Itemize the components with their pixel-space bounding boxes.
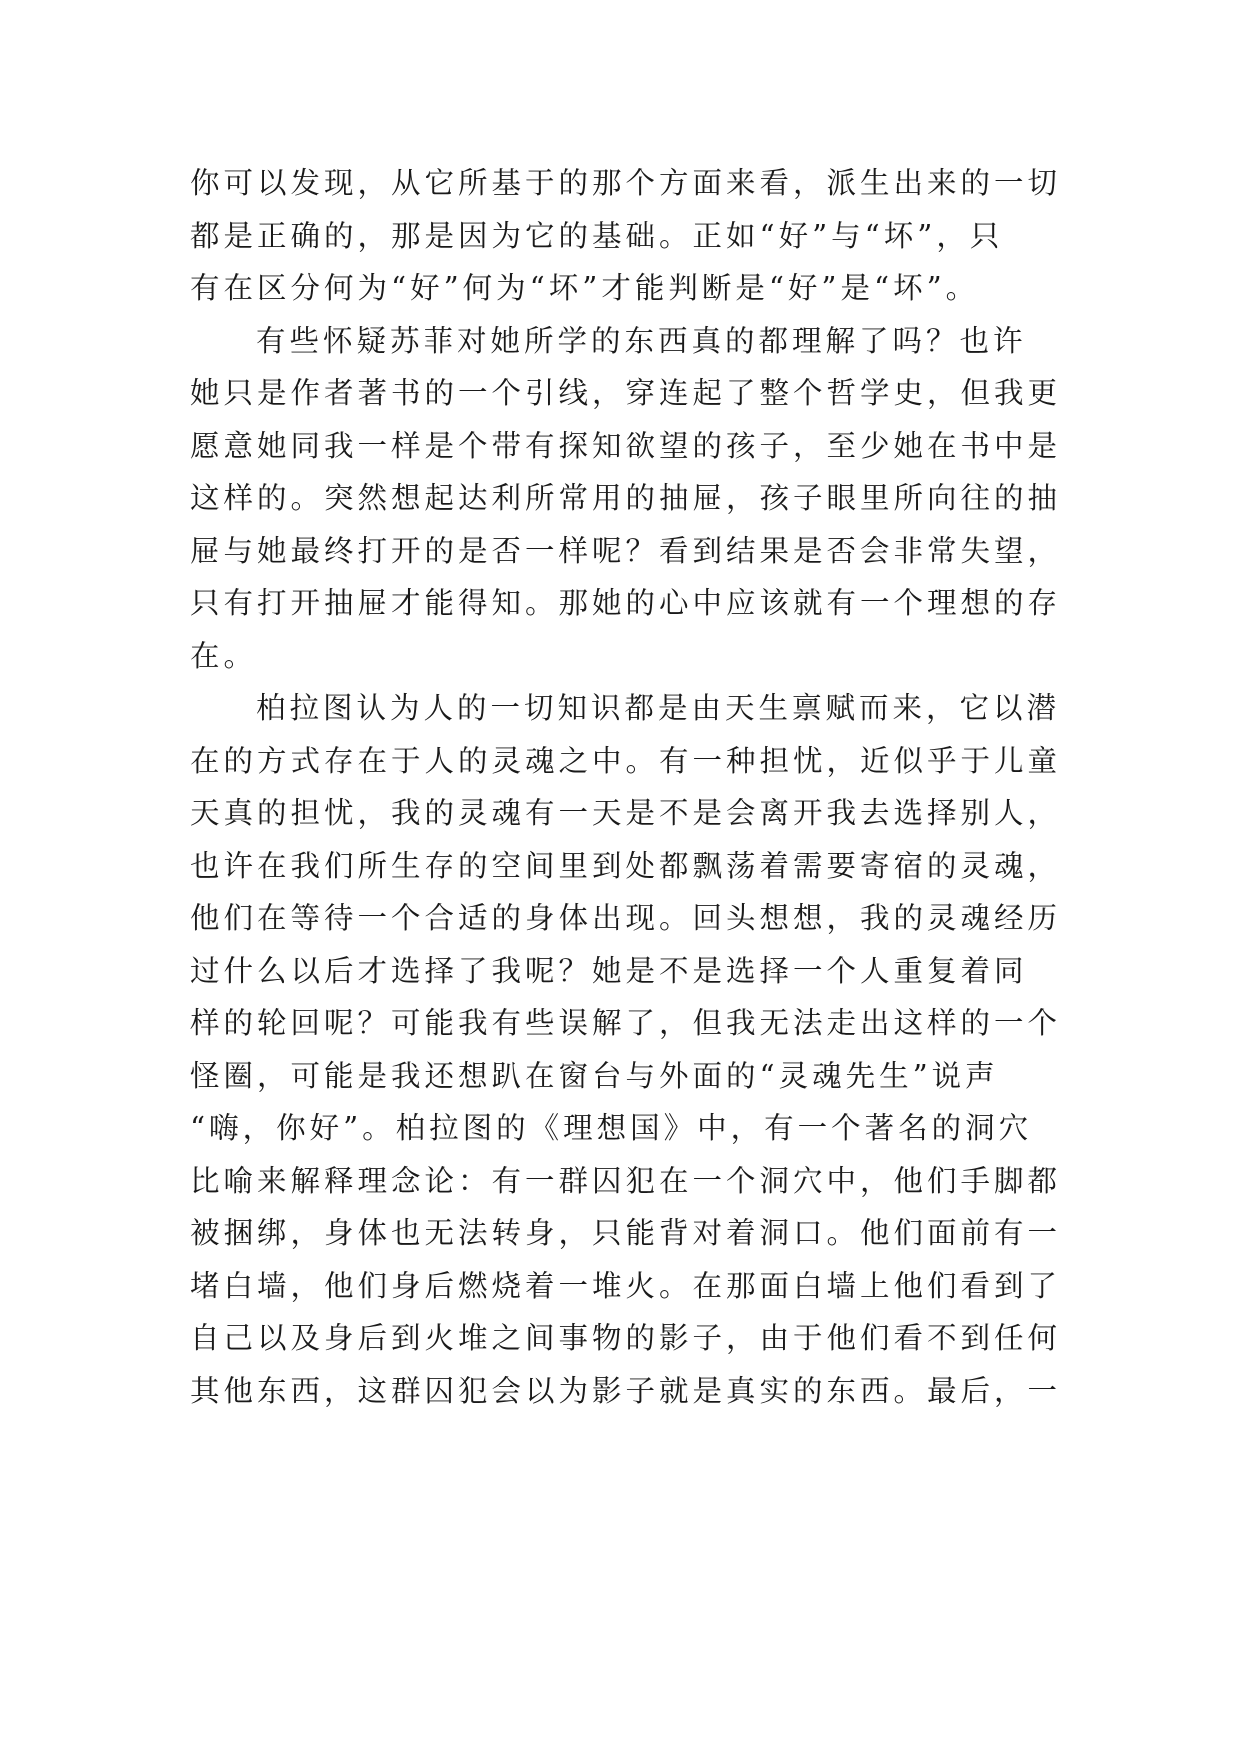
text-line: 愿意她同我一样是个带有探知欲望的孩子，至少她在书中是 (190, 428, 1062, 463)
text-line: 在。 (190, 638, 258, 673)
paragraph (190, 315, 1060, 683)
text-line: 天真的担忧，我的灵魂有一天是不是会离开我去选择别人， (190, 796, 1062, 830)
text-line: 其他东西，这群囚犯会以为影子就是真实的东西。最后，一 (190, 1373, 1062, 1408)
text-line: 屉与她最终打开的是否一样呢？看到结果是否会非常失望， (190, 533, 1062, 568)
paragraph (190, 682, 1060, 1417)
text-line: 你可以发现，从它所基于的那个方面来看，派生出来的一切 (190, 166, 1062, 200)
text-line: 都是正确的，那是因为它的基础。正如“好”与“坏”，只 (190, 218, 1004, 253)
paragraph (190, 157, 1060, 315)
text-line: 过什么以后才选择了我呢？她是不是选择一个人重复着同 (190, 953, 1028, 988)
text-line: 怪圈，可能是我还想趴在窗台与外面的“灵魂先生”说声 (190, 1058, 999, 1093)
text-line: 柏拉图认为人的一切知识都是由天生禀赋而来，它以潜 (256, 691, 1061, 725)
document-body (190, 157, 1060, 1417)
text-line: 也许在我们所生存的空间里到处都飘荡着需要寄宿的灵魂， (190, 848, 1062, 883)
text-line: 这样的。突然想起达利所常用的抽屉，孩子眼里所向往的抽 (190, 481, 1062, 515)
text-line: 堵白墙，他们身后燃烧着一堆火。在那面白墙上他们看到了 (190, 1268, 1062, 1303)
text-line: 样的轮回呢？可能我有些误解了，但我无法走出这样的一个 (190, 1006, 1062, 1040)
text-line: 有在区分何为“好”何为“坏”才能判断是“好”是“坏”。 (190, 271, 980, 305)
text-line: 只有打开抽屉才能得知。那她的心中应该就有一个理想的存 (190, 586, 1062, 620)
text-line: 他们在等待一个合适的身体出现。回头想想，我的灵魂经历 (190, 901, 1062, 935)
text-line: 比喻来解释理念论：有一群囚犯在一个洞穴中，他们手脚都 (190, 1163, 1062, 1198)
text-line: “嗨，你好”。柏拉图的《理想国》中，有一个著名的洞穴 (190, 1111, 1033, 1145)
text-line: 她只是作者著书的一个引线，穿连起了整个哲学史，但我更 (190, 376, 1062, 410)
text-line: 在的方式存在于人的灵魂之中。有一种担忧，近似乎于儿童 (190, 743, 1062, 778)
text-line: 自己以及身后到火堆之间事物的影子，由于他们看不到任何 (190, 1321, 1062, 1355)
text-line: 有些怀疑苏菲对她所学的东西真的都理解了吗？也许 (256, 323, 1027, 358)
text-line: 被捆绑，身体也无法转身，只能背对着洞口。他们面前有一 (190, 1216, 1062, 1250)
